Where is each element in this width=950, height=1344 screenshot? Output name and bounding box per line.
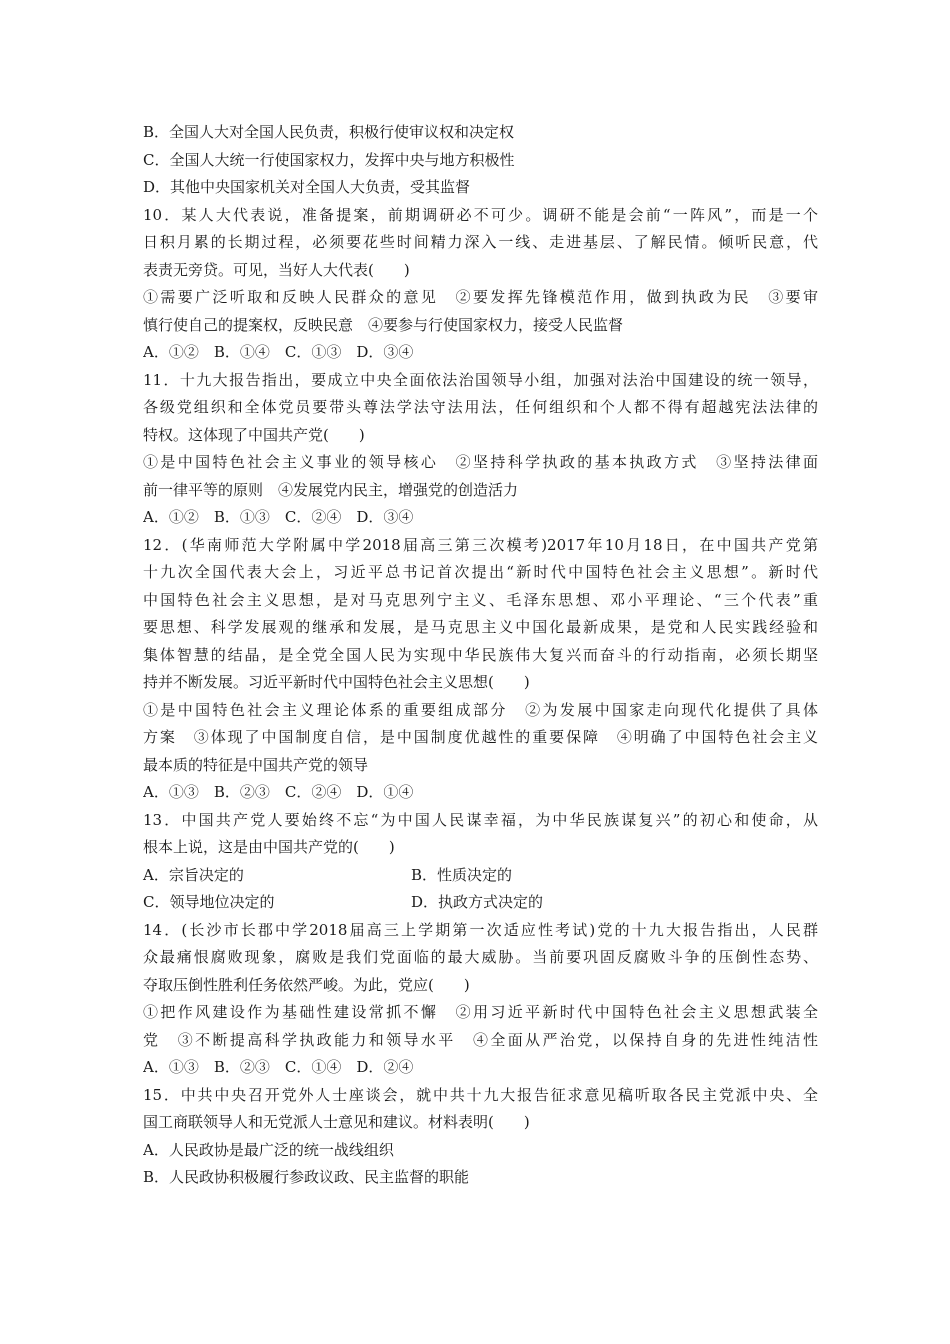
text-line: ①把作风建设作为基础性建设常抓不懈 ②用习近平新时代中国特色社会主义思想武装全 [143, 1003, 818, 1021]
text-line: 中国特色社会主义思想，是对马克思列宁主义、毛泽东思想、邓小平理论、“三个代表”重 [143, 590, 818, 609]
text-line: ①是中国特色社会主义事业的领导核心 ②坚持科学执政的基本执政方式 ③坚持法律面 [143, 453, 818, 471]
text-line: 特权。这体现了中国共产党( ) [143, 425, 365, 444]
document-page [143, 119, 818, 1192]
text-line: 最本质的特征是中国共产党的领导 [143, 755, 369, 774]
text-line: 10．某人大代表说，准备提案，前期调研必不可少。调研不能是会前“一阵风”，而是一个 [143, 205, 818, 224]
text-block-2 [143, 917, 818, 1192]
text-line: A．①③ B．②③ C．②④ D．①④ [143, 783, 414, 801]
text-line: 13．中国共产党人要始终不忘“为中国人民谋幸福，为中华民族谋复兴”的初心和使命，从 [143, 810, 818, 829]
text-line: 夺取压倒性胜利任务依然严峻。为此，党应( ) [143, 975, 470, 994]
text-line: B．人民政协积极履行参政议政、民主监督的职能 [143, 1168, 470, 1186]
text-line: 集体智慧的结晶，是全党全国人民为实现中华民族伟大复兴而奋斗的行动指南，必须长期坚 [143, 645, 818, 664]
text-line: 日积月累的长期过程，必须要花些时间精力深入一线、走进基层、了解民情。倾听民意，代 [143, 233, 818, 251]
text-line: 表责无旁贷。可见，当好人大代表( ) [143, 260, 410, 279]
text-line: 11．十九大报告指出，要成立中央全面依法治国领导小组，加强对法治中国建设的统一领导， [143, 370, 818, 389]
option-row [143, 889, 818, 917]
text-line: 前一律平等的原则 ④发展党内民主，增强党的创造活力 [143, 480, 519, 499]
text-line: 要思想、科学发展观的继承和发展，是马克思主义中国化最新成果，是党和人民实践经验和 [143, 618, 818, 636]
text-line: 党 ③不断提高科学执政能力和领导水平 ④全面从严治党，以保持自身的先进性纯洁性 [143, 1030, 818, 1049]
text-line: 14．(长沙市长郡中学2018届高三上学期第一次适应性考试)党的十九大报告指出，人民群 [143, 920, 818, 939]
text-line: A．①② B．①③ C．②④ D．③④ [143, 508, 414, 526]
text-line: 15．中共中央召开党外人士座谈会，就中共十九大报告征求意见稿听取各民主党派中央、全 [143, 1085, 818, 1104]
option-text: B．性质决定的 [411, 865, 513, 884]
text-line: C．全国人大统一行使国家权力，发挥中央与地方积极性 [143, 150, 515, 169]
option-text: C．领导地位决定的 [143, 893, 275, 911]
q13-options [143, 862, 818, 917]
text-line: 慎行使自己的提案权，反映民意 ④要参与行使国家权力，接受人民监督 [143, 315, 624, 334]
text-line: 根本上说，这是由中国共产党的( ) [143, 838, 395, 856]
text-line: D．其他中央国家机关对全国人大负责，受其监督 [143, 178, 471, 196]
text-line: ①需要广泛听取和反映人民群众的意见 ②要发挥先锋模范作用，做到执政为民 ③要审 [143, 288, 818, 306]
text-line: A．人民政协是最广泛的统一战线组织 [143, 1140, 394, 1159]
text-line: A．①② B．①④ C．①③ D．③④ [143, 343, 414, 361]
option-text: D．执政方式决定的 [411, 893, 544, 911]
text-line: B．全国人大对全国人民负责，积极行使审议权和决定权 [143, 123, 515, 141]
text-line: 12．(华南师范大学附属中学2018届高三第三次模考)2017年10月18日，在中国共产党第 [143, 535, 818, 554]
option-text: A．宗旨决定的 [143, 865, 244, 884]
text-line: 持并不断发展。习近平新时代中国特色社会主义思想( ) [143, 673, 530, 691]
text-line: 各级党组织和全体党员要带头尊法学法守法用法，任何组织和个人都不得有超越宪法法律的 [143, 398, 818, 416]
text-line: 十九次全国代表大会上，习近平总书记首次提出“新时代中国特色社会主义思想”。新时代 [143, 563, 818, 581]
text-line: 国工商联领导人和无党派人士意见和建议。材料表明( ) [143, 1113, 530, 1131]
text-line: 方案 ③体现了中国制度自信，是中国制度优越性的重要保障 ④明确了中国特色社会主义 [143, 728, 818, 746]
text-line: A．①③ B．②③ C．①④ D．②④ [143, 1058, 414, 1076]
text-block-1 [143, 119, 818, 862]
option-row [143, 862, 818, 890]
text-line: 众最痛恨腐败现象，腐败是我们党面临的最大威胁。当前要巩固反腐败斗争的压倒性态势、 [143, 948, 818, 966]
text-line: ①是中国特色社会主义理论体系的重要组成部分 ②为发展中国家走向现代化提供了具体 [143, 700, 818, 719]
